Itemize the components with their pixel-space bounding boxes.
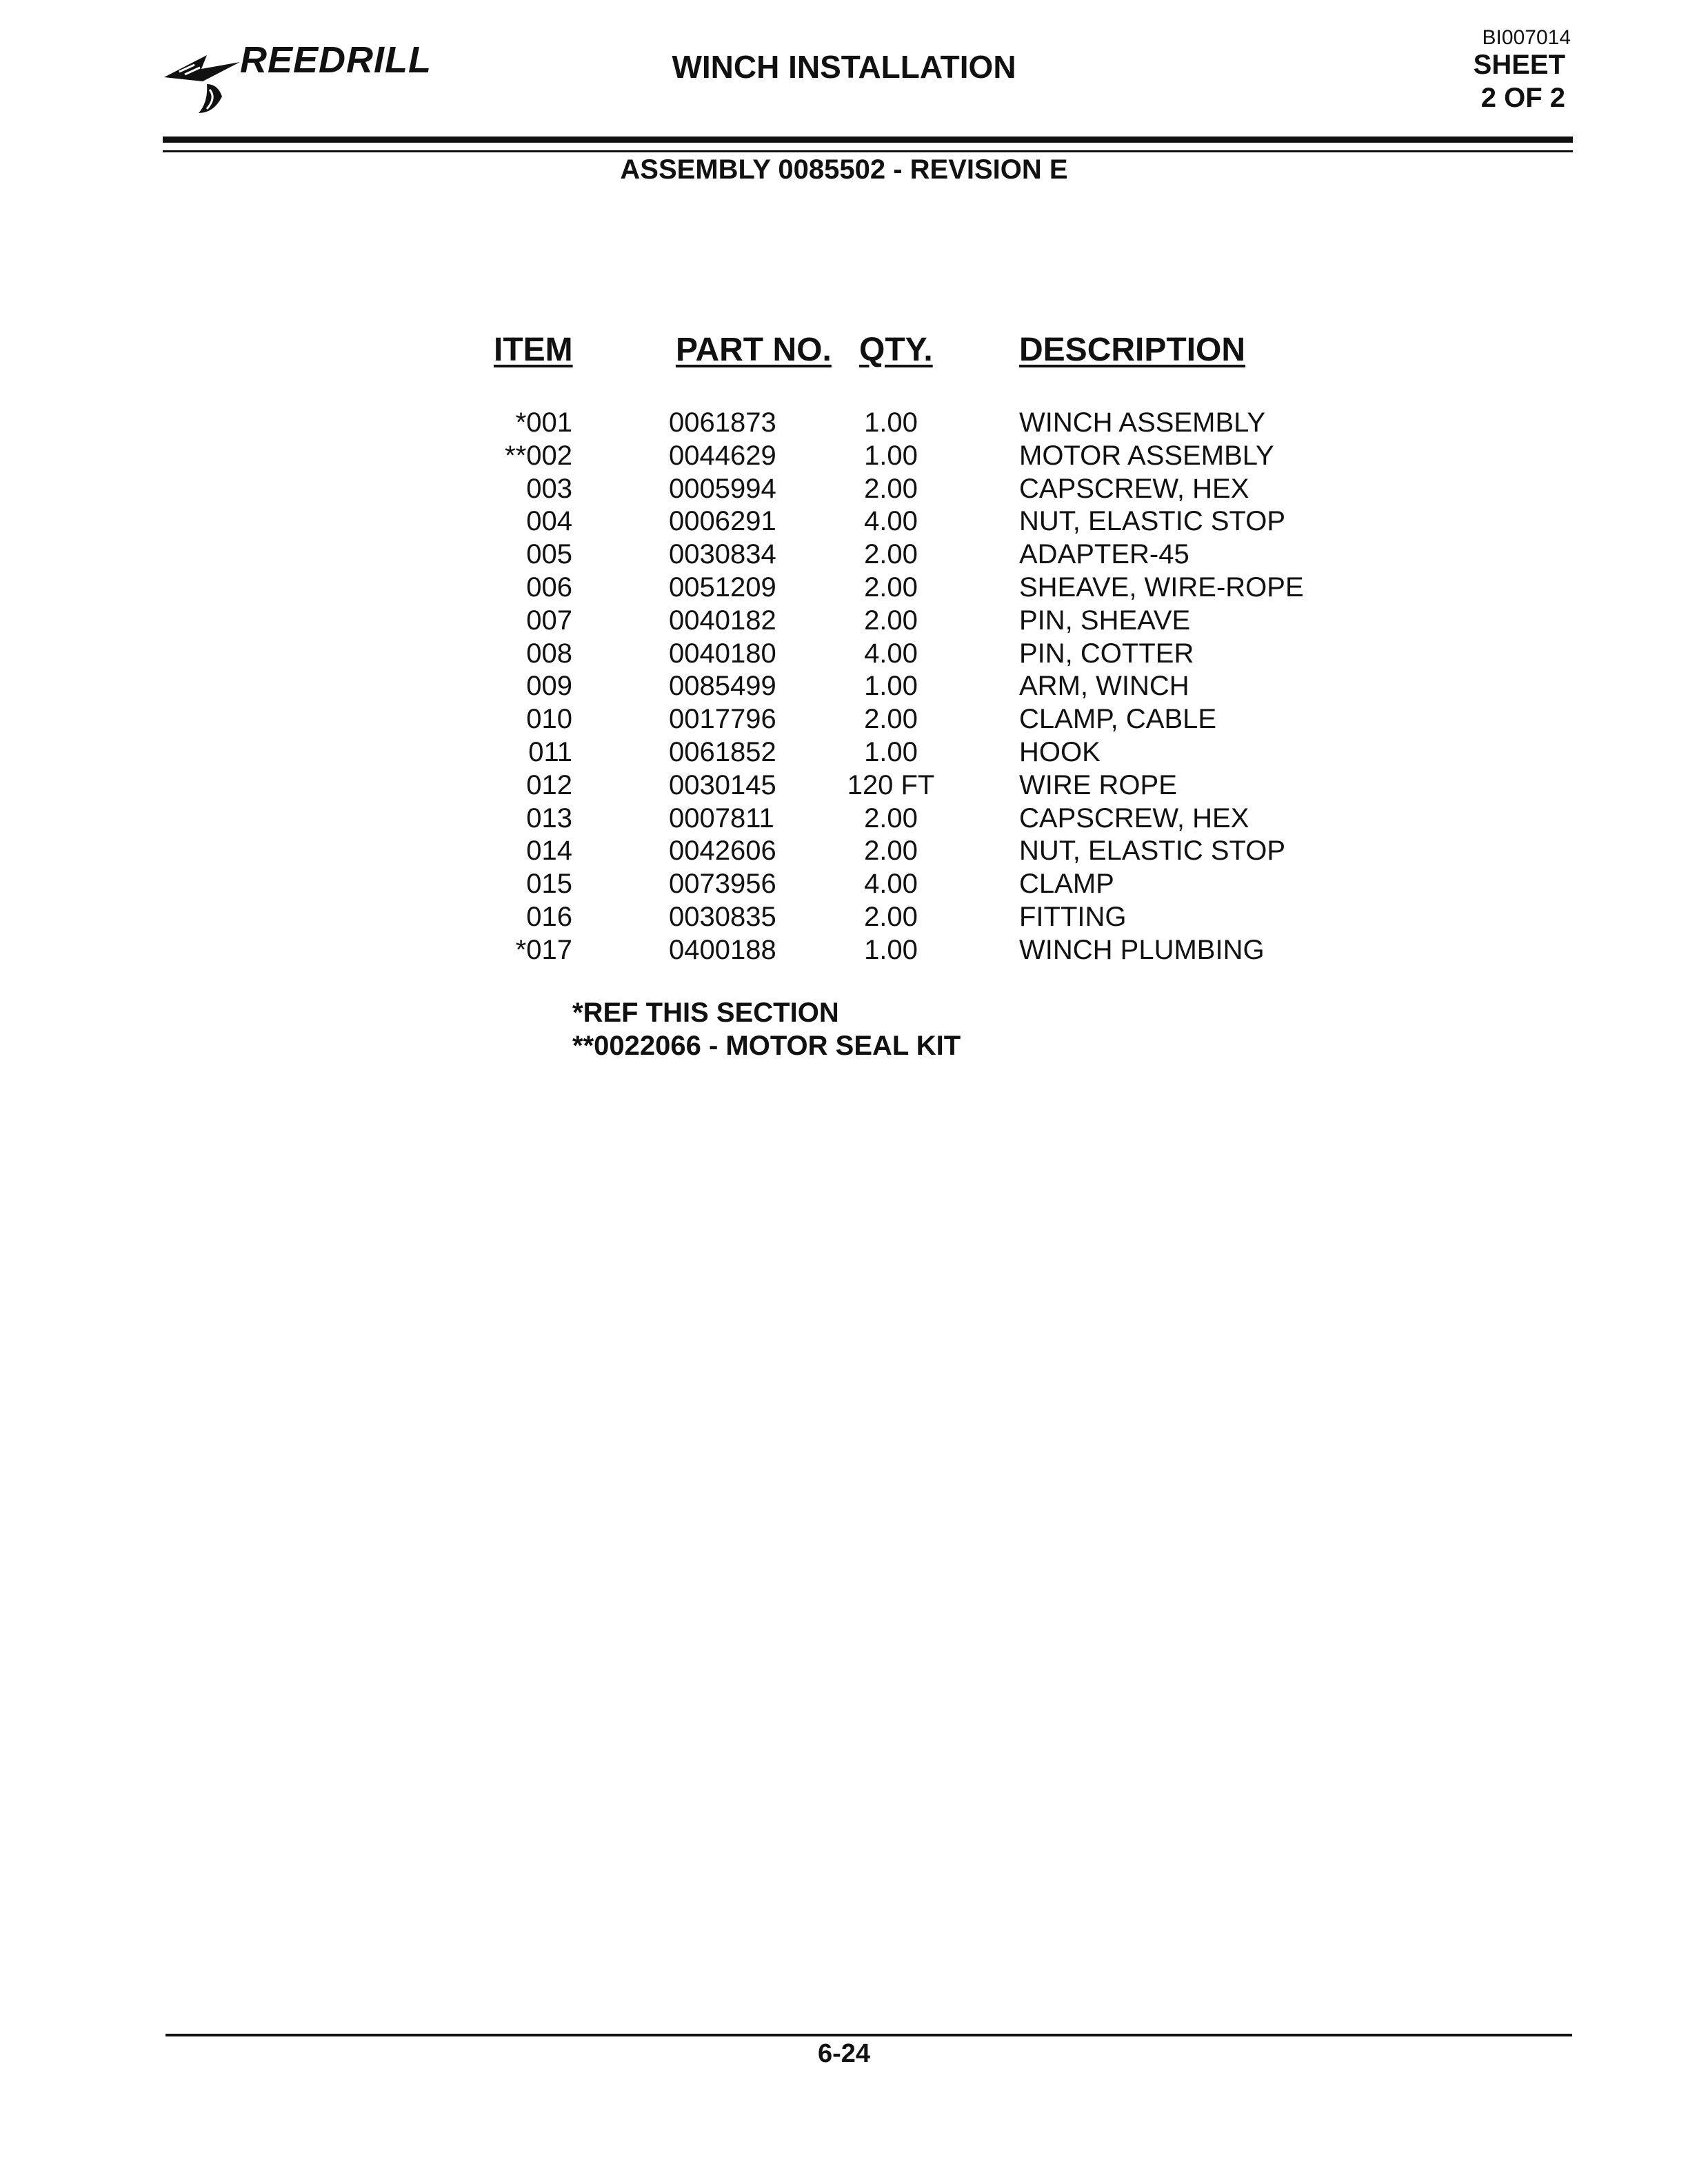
column-header-qty: QTY.	[859, 332, 933, 368]
assembly-heading: ASSEMBLY 0085502 - REVISION E	[620, 154, 1068, 185]
quantity: 4.00	[864, 506, 918, 537]
table-row	[0, 505, 1688, 538]
quantity: 2.00	[864, 539, 918, 570]
part-number: 0061852	[669, 736, 776, 767]
part-number: 0042606	[669, 836, 776, 867]
item-number: 015	[526, 869, 572, 900]
table-row	[0, 802, 1688, 836]
table-row	[0, 473, 1688, 506]
quantity: 1.00	[864, 440, 918, 471]
quantity: 2.00	[864, 802, 918, 833]
description: CLAMP	[1019, 869, 1114, 900]
item-number: 008	[526, 638, 572, 669]
column-header-description: DESCRIPTION	[1019, 332, 1246, 368]
item-number: 013	[526, 802, 572, 833]
item-number: *017	[515, 934, 572, 965]
part-number: 0040182	[669, 605, 776, 636]
item-number: 005	[526, 539, 572, 570]
item-number: 007	[526, 605, 572, 636]
quantity: 4.00	[864, 869, 918, 900]
part-number: 0044629	[669, 440, 776, 471]
quantity: 2.00	[864, 572, 918, 603]
description: CAPSCREW, HEX	[1019, 802, 1249, 833]
table-row	[0, 835, 1688, 868]
description: PIN, COTTER	[1019, 638, 1194, 669]
table-row	[0, 769, 1688, 802]
quantity: 1.00	[864, 407, 918, 438]
part-number: 0030145	[669, 769, 776, 800]
parts-list	[0, 407, 1688, 967]
quantity: 1.00	[864, 736, 918, 767]
table-row	[0, 670, 1688, 703]
sheet-indicator	[1474, 48, 1565, 114]
item-number: 003	[526, 473, 572, 504]
sheet-of: 2 OF 2	[1480, 83, 1565, 113]
part-number: 0017796	[669, 704, 776, 735]
part-number: 0006291	[669, 506, 776, 537]
item-number: 009	[526, 671, 572, 702]
description: NUT, ELASTIC STOP	[1019, 836, 1286, 867]
footnotes	[572, 996, 961, 1062]
sheet-label: SHEET	[1473, 50, 1565, 80]
item-number: 010	[526, 704, 572, 735]
part-number: 0007811	[669, 802, 774, 833]
item-number: 014	[526, 836, 572, 867]
table-row	[0, 605, 1688, 638]
item-number: 011	[528, 736, 572, 767]
footnote-seal-kit: **0022066 - MOTOR SEAL KIT	[572, 1031, 961, 1061]
description: ARM, WINCH	[1019, 671, 1189, 702]
part-number: 0040180	[669, 638, 776, 669]
description: FITTING	[1019, 901, 1127, 932]
table-row	[0, 703, 1688, 736]
item-number: 016	[526, 901, 572, 932]
part-number: 0005994	[669, 473, 776, 504]
table-row	[0, 901, 1688, 934]
table-row	[0, 572, 1688, 605]
column-header-part-no: PART NO.	[676, 332, 832, 368]
table-row	[0, 440, 1688, 473]
description: MOTOR ASSEMBLY	[1019, 440, 1274, 471]
quantity: 4.00	[864, 638, 918, 669]
page-number: 6-24	[817, 2039, 871, 2068]
table-row	[0, 638, 1688, 671]
brand-name: REEDRILL	[240, 39, 432, 81]
table-row	[0, 736, 1688, 769]
quantity: 2.00	[864, 473, 918, 504]
description: CAPSCREW, HEX	[1019, 473, 1249, 504]
table-row	[0, 868, 1688, 901]
description: CLAMP, CABLE	[1019, 704, 1217, 735]
item-number: *001	[515, 407, 572, 438]
footer-divider	[165, 2034, 1572, 2036]
quantity: 1.00	[864, 934, 918, 965]
header-divider-thick	[163, 136, 1573, 143]
part-number: 0073956	[669, 869, 776, 900]
description: WIRE ROPE	[1019, 769, 1177, 800]
description: ADAPTER-45	[1019, 539, 1189, 570]
column-header-item: ITEM	[494, 332, 573, 368]
table-row	[0, 407, 1688, 440]
page-title: WINCH INSTALLATION	[672, 49, 1016, 85]
description: PIN, SHEAVE	[1019, 605, 1191, 636]
part-number: 0030834	[669, 539, 776, 570]
description: SHEAVE, WIRE-ROPE	[1019, 572, 1304, 603]
part-number: 0085499	[669, 671, 776, 702]
description: WINCH PLUMBING	[1019, 934, 1265, 965]
quantity: 2.00	[864, 901, 918, 932]
description: NUT, ELASTIC STOP	[1019, 506, 1286, 537]
quantity: 120 FT	[847, 769, 935, 800]
item-number: 006	[526, 572, 572, 603]
table-row	[0, 934, 1688, 967]
description: HOOK	[1019, 736, 1101, 767]
quantity: 1.00	[864, 671, 918, 702]
part-number: 0030835	[669, 901, 776, 932]
table-row	[0, 538, 1688, 572]
quantity: 2.00	[864, 836, 918, 867]
part-number: 0400188	[669, 934, 776, 965]
item-number: 004	[526, 506, 572, 537]
item-number: **002	[505, 440, 572, 471]
header-divider-thin	[163, 150, 1573, 152]
quantity: 2.00	[864, 605, 918, 636]
document-number: BI007014	[1482, 26, 1571, 49]
description: WINCH ASSEMBLY	[1019, 407, 1266, 438]
item-number: 012	[526, 769, 572, 800]
part-number: 0051209	[669, 572, 776, 603]
footnote-ref-section: *REF THIS SECTION	[572, 998, 839, 1028]
part-number: 0061873	[669, 407, 776, 438]
quantity: 2.00	[864, 704, 918, 735]
